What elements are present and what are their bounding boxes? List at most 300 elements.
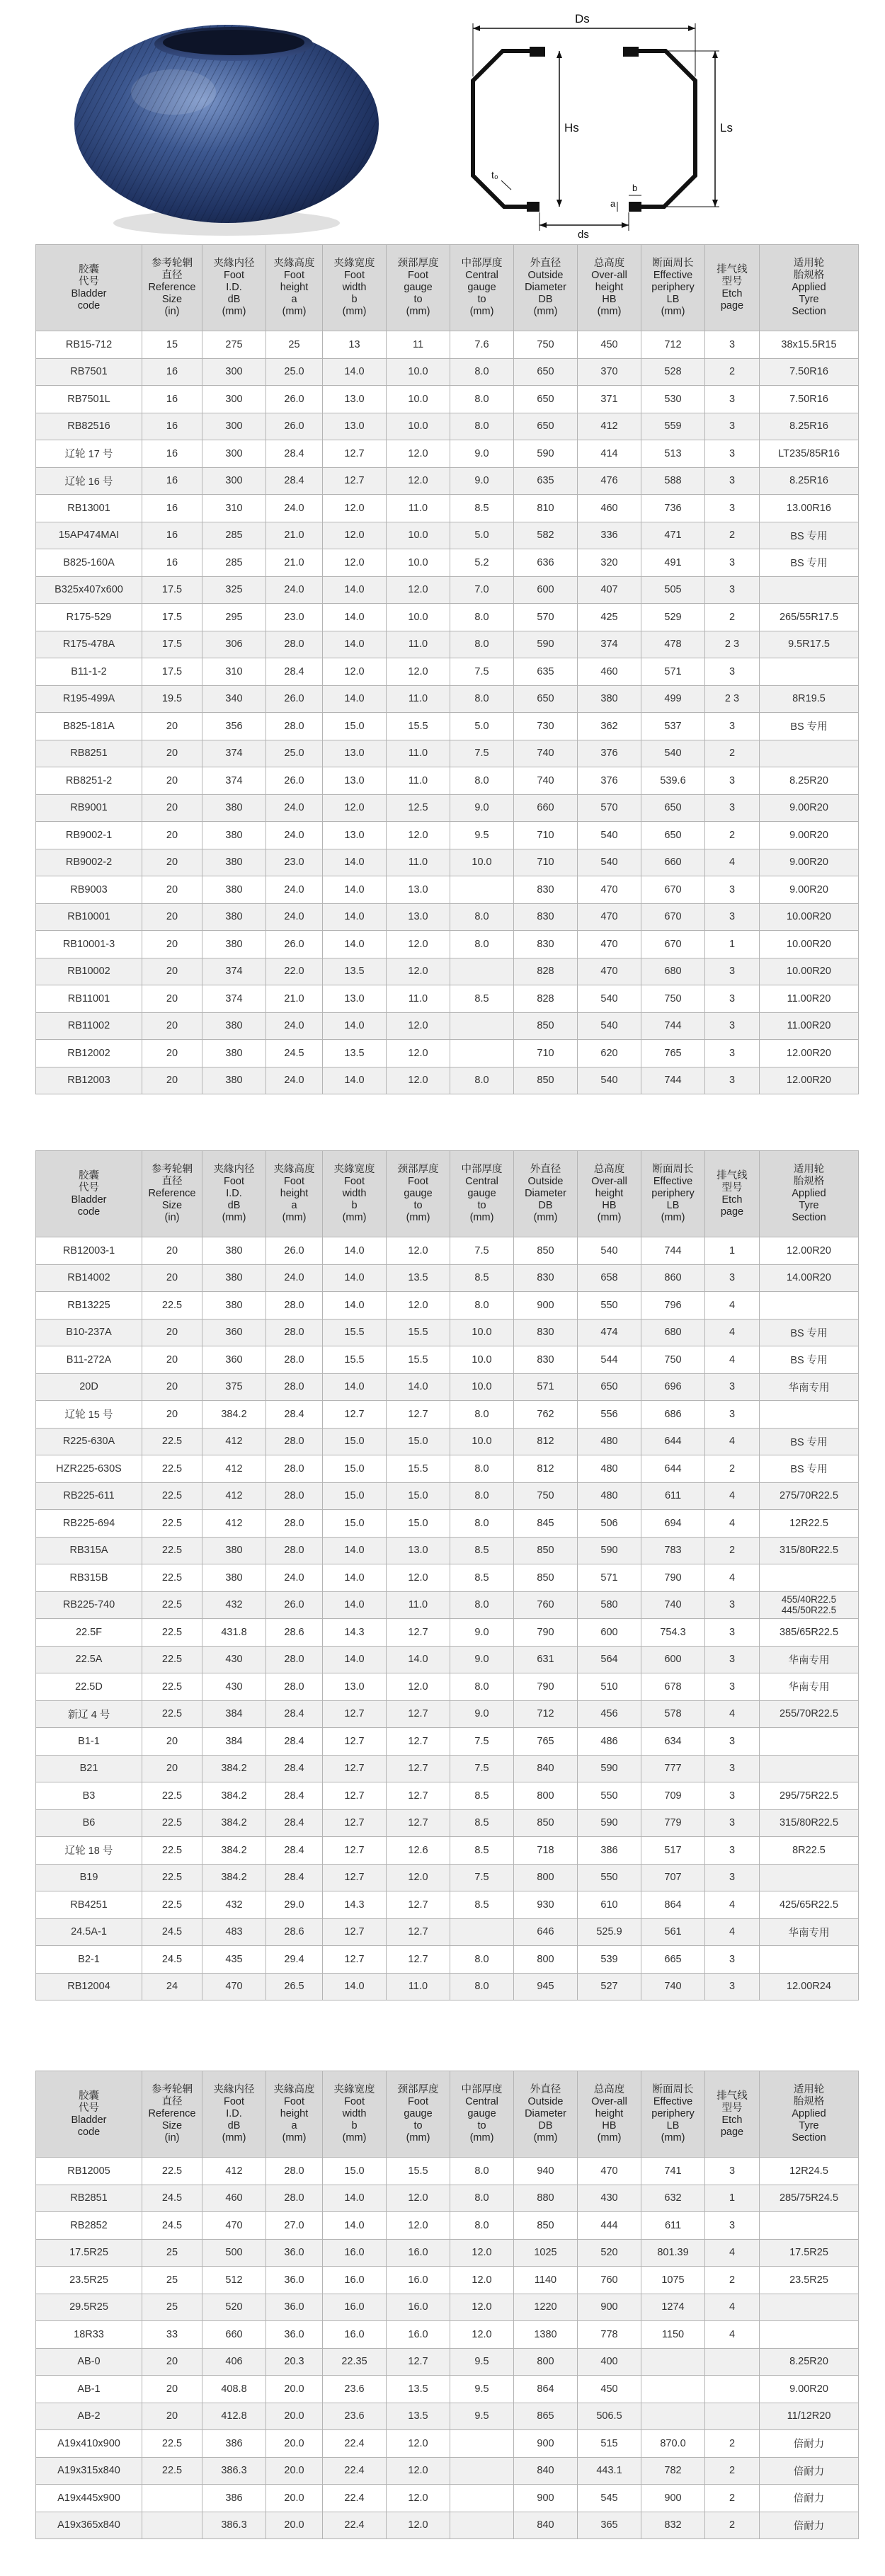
header-foot-gauge: 颈部厚度 Foot gauge to (mm) xyxy=(387,245,450,331)
cell-periphery: 736 xyxy=(641,495,705,522)
cell-periphery: 680 xyxy=(641,1319,705,1346)
cell-periphery: 540 xyxy=(641,740,705,767)
cell-code: B325x407x600 xyxy=(36,576,142,604)
cell-foot-width: 12.7 xyxy=(323,1782,387,1810)
cell-central-gauge: 7.5 xyxy=(450,1864,514,1891)
cell-overall-height: 444 xyxy=(578,2212,641,2240)
cell-central-gauge: 10.0 xyxy=(450,849,514,876)
table-row xyxy=(36,1591,859,1619)
cell-etch-page: 3 xyxy=(705,1837,760,1865)
cell-foot-height: 28.0 xyxy=(266,1646,323,1673)
table-row xyxy=(36,2158,859,2185)
cell-central-gauge: 8.0 xyxy=(450,1292,514,1320)
cell-outside-diameter: 571 xyxy=(514,1373,578,1401)
cell-foot-gauge: 12.0 xyxy=(387,1067,450,1094)
cell-foot-id: 295 xyxy=(202,604,266,631)
cell-foot-gauge: 12.7 xyxy=(387,1891,450,1919)
cell-central-gauge: 8.0 xyxy=(450,631,514,658)
cell-foot-width: 13.0 xyxy=(323,413,387,440)
cell-tyre-section: 11.00R20 xyxy=(760,985,859,1013)
cell-overall-height: 470 xyxy=(578,931,641,958)
cell-rim-size: 20 xyxy=(142,1067,202,1094)
cell-foot-width: 13.0 xyxy=(323,740,387,767)
cell-central-gauge: 8.0 xyxy=(450,386,514,413)
cell-foot-id: 412 xyxy=(202,2158,266,2185)
table-row xyxy=(36,1646,859,1673)
cell-rim-size: 20 xyxy=(142,822,202,849)
cell-outside-diameter: 790 xyxy=(514,1619,578,1647)
cell-rim-size: 22.5 xyxy=(142,2457,202,2485)
cell-central-gauge: 9.0 xyxy=(450,1646,514,1673)
cell-outside-diameter: 1025 xyxy=(514,2239,578,2267)
cell-code: RB225-740 xyxy=(36,1591,142,1619)
cell-foot-height: 28.0 xyxy=(266,1319,323,1346)
cell-foot-id: 520 xyxy=(202,2294,266,2321)
cell-foot-gauge: 12.0 xyxy=(387,2512,450,2539)
cell-overall-height: 376 xyxy=(578,740,641,767)
cell-overall-height: 515 xyxy=(578,2430,641,2458)
cell-foot-height: 26.0 xyxy=(266,1237,323,1265)
cell-tyre-section: 13.00R16 xyxy=(760,495,859,522)
cell-foot-height: 36.0 xyxy=(266,2294,323,2321)
cell-etch-page: 4 xyxy=(705,1482,760,1510)
cell-outside-diameter: 1220 xyxy=(514,2294,578,2321)
bladder-spec-table-2 xyxy=(35,1150,859,2000)
cell-periphery: 782 xyxy=(641,2457,705,2485)
cell-foot-height: 24.5 xyxy=(266,1040,323,1067)
cell-outside-diameter: 830 xyxy=(514,1346,578,1374)
cell-code: RB15-712 xyxy=(36,331,142,359)
cell-foot-id: 432 xyxy=(202,1891,266,1919)
cell-etch-page: 3 xyxy=(705,1946,760,1974)
cell-foot-id: 300 xyxy=(202,413,266,440)
cell-foot-id: 412 xyxy=(202,1510,266,1538)
cell-etch-page: 4 xyxy=(705,2239,760,2267)
table-row xyxy=(36,1264,859,1292)
cell-foot-id: 374 xyxy=(202,958,266,985)
cell-periphery: 578 xyxy=(641,1700,705,1728)
cell-foot-id: 460 xyxy=(202,2185,266,2212)
cell-foot-id: 431.8 xyxy=(202,1619,266,1647)
cell-outside-diameter: 631 xyxy=(514,1646,578,1673)
cell-foot-width: 12.0 xyxy=(323,658,387,686)
cell-foot-width: 15.5 xyxy=(323,1346,387,1374)
cell-etch-page: 3 xyxy=(705,1755,760,1782)
table-row xyxy=(36,576,859,604)
cell-rim-size: 22.5 xyxy=(142,1564,202,1592)
cell-overall-height: 580 xyxy=(578,1591,641,1619)
cell-foot-width: 14.0 xyxy=(323,685,387,713)
cell-rim-size: 20 xyxy=(142,1401,202,1429)
cell-etch-page: 3 xyxy=(705,576,760,604)
cell-foot-width: 14.0 xyxy=(323,1067,387,1094)
cell-code: RB9002-2 xyxy=(36,849,142,876)
cell-etch-page: 4 xyxy=(705,1292,760,1320)
cell-code: A19x315x840 xyxy=(36,2457,142,2485)
cell-foot-width: 13.0 xyxy=(323,985,387,1013)
bladder-spec-table-1 xyxy=(35,244,859,1094)
cell-periphery: 678 xyxy=(641,1673,705,1701)
cell-foot-id: 386 xyxy=(202,2430,266,2458)
cell-outside-diameter: 710 xyxy=(514,822,578,849)
cell-foot-id: 384.2 xyxy=(202,1782,266,1810)
cell-foot-gauge: 15.5 xyxy=(387,1455,450,1483)
cell-foot-width: 14.0 xyxy=(323,876,387,904)
cell-foot-height: 28.0 xyxy=(266,1510,323,1538)
table-row xyxy=(36,631,859,658)
cell-foot-height: 36.0 xyxy=(266,2239,323,2267)
cell-tyre-section xyxy=(760,1564,859,1592)
cell-tyre-section: 倍耐力 xyxy=(760,2457,859,2485)
cell-central-gauge: 8.0 xyxy=(450,1455,514,1483)
cell-outside-diameter: 840 xyxy=(514,2512,578,2539)
cell-outside-diameter: 650 xyxy=(514,685,578,713)
cell-foot-height: 28.4 xyxy=(266,1755,323,1782)
cell-foot-gauge: 12.0 xyxy=(387,2485,450,2512)
cell-central-gauge: 10.0 xyxy=(450,1373,514,1401)
cell-periphery: 670 xyxy=(641,876,705,904)
cell-foot-height: 29.4 xyxy=(266,1946,323,1974)
cell-tyre-section xyxy=(760,1292,859,1320)
cell-code: RB315B xyxy=(36,1564,142,1592)
cell-overall-height: 620 xyxy=(578,1040,641,1067)
cell-foot-id: 306 xyxy=(202,631,266,658)
cell-foot-gauge: 11.0 xyxy=(387,740,450,767)
cell-central-gauge: 8.5 xyxy=(450,1809,514,1837)
cell-foot-id: 300 xyxy=(202,467,266,495)
cell-rim-size: 17.5 xyxy=(142,604,202,631)
cell-foot-gauge: 10.0 xyxy=(387,549,450,577)
cell-code: B19 xyxy=(36,1864,142,1891)
cell-foot-id: 380 xyxy=(202,903,266,931)
table-row xyxy=(36,1455,859,1483)
cell-tyre-section: 倍耐力 xyxy=(760,2485,859,2512)
cell-foot-id: 384.2 xyxy=(202,1401,266,1429)
cell-central-gauge: 8.0 xyxy=(450,1510,514,1538)
cell-foot-gauge: 15.0 xyxy=(387,1482,450,1510)
cell-etch-page: 3 xyxy=(705,1809,760,1837)
cell-foot-height: 25.0 xyxy=(266,358,323,386)
cell-periphery: 777 xyxy=(641,1755,705,1782)
cell-foot-id: 325 xyxy=(202,576,266,604)
cell-periphery: 611 xyxy=(641,2212,705,2240)
cell-periphery: 1274 xyxy=(641,2294,705,2321)
cell-rim-size: 22.5 xyxy=(142,1809,202,1837)
cell-code: AB-1 xyxy=(36,2376,142,2403)
cell-tyre-section: BS 专用 xyxy=(760,1346,859,1374)
cell-periphery: 530 xyxy=(641,386,705,413)
cell-etch-page: 4 xyxy=(705,2321,760,2349)
cell-central-gauge: 8.0 xyxy=(450,767,514,795)
cell-rim-size: 20 xyxy=(142,1012,202,1040)
cell-rim-size: 17.5 xyxy=(142,658,202,686)
cell-etch-page: 2 xyxy=(705,740,760,767)
cell-rim-size: 22.5 xyxy=(142,2430,202,2458)
cell-outside-diameter: 830 xyxy=(514,931,578,958)
diagram-label-hs: Hs xyxy=(564,121,579,134)
cell-outside-diameter: 850 xyxy=(514,1537,578,1564)
cell-foot-gauge: 11.0 xyxy=(387,495,450,522)
cell-foot-width: 14.0 xyxy=(323,576,387,604)
cell-etch-page: 1 xyxy=(705,1237,760,1265)
cell-foot-width: 14.0 xyxy=(323,931,387,958)
cell-overall-height: 540 xyxy=(578,1012,641,1040)
cell-foot-gauge: 12.0 xyxy=(387,576,450,604)
cell-etch-page: 3 xyxy=(705,1728,760,1756)
cell-foot-width: 15.0 xyxy=(323,1428,387,1455)
header-central-gauge: 中部厚度 Central gauge to (mm) xyxy=(450,1151,514,1237)
cell-foot-height: 20.0 xyxy=(266,2512,323,2539)
cell-code: RB225-694 xyxy=(36,1510,142,1538)
cell-rim-size: 20 xyxy=(142,1264,202,1292)
cell-foot-height: 28.6 xyxy=(266,1918,323,1946)
cell-code: RB10001 xyxy=(36,903,142,931)
cell-periphery: 801.39 xyxy=(641,2239,705,2267)
cell-foot-id: 374 xyxy=(202,740,266,767)
cell-code: RB7501L xyxy=(36,386,142,413)
cell-tyre-section: 9.00R20 xyxy=(760,876,859,904)
table-row xyxy=(36,1728,859,1756)
cell-tyre-section: 10.00R20 xyxy=(760,903,859,931)
cell-foot-height: 25.0 xyxy=(266,740,323,767)
cell-foot-width: 12.7 xyxy=(323,1918,387,1946)
cell-tyre-section: 倍耐力 xyxy=(760,2430,859,2458)
cell-tyre-section: BS 专用 xyxy=(760,1455,859,1483)
cell-tyre-section: 华南专用 xyxy=(760,1673,859,1701)
cell-outside-diameter: 810 xyxy=(514,495,578,522)
cell-central-gauge: 8.0 xyxy=(450,931,514,958)
cell-etch-page: 2 xyxy=(705,604,760,631)
cell-foot-width: 12.0 xyxy=(323,794,387,822)
cell-foot-id: 380 xyxy=(202,1564,266,1592)
table-row xyxy=(36,1428,859,1455)
cell-foot-width: 12.7 xyxy=(323,1728,387,1756)
cell-periphery: 832 xyxy=(641,2512,705,2539)
diagram-label-b: b xyxy=(632,183,638,193)
cell-periphery: 611 xyxy=(641,1482,705,1510)
cell-tyre-section: 8.25R20 xyxy=(760,767,859,795)
cell-etch-page: 3 xyxy=(705,386,760,413)
table-row xyxy=(36,2294,859,2321)
cell-foot-gauge: 14.0 xyxy=(387,1373,450,1401)
cell-overall-height: 564 xyxy=(578,1646,641,1673)
cell-etch-page: 2 xyxy=(705,358,760,386)
cell-etch-page: 2 xyxy=(705,1455,760,1483)
cell-periphery: 491 xyxy=(641,549,705,577)
cell-rim-size: 17.5 xyxy=(142,576,202,604)
bladder-photo xyxy=(74,25,379,236)
cell-code: 辽轮 15 号 xyxy=(36,1401,142,1429)
diagram-label-ls: Ls xyxy=(720,121,733,134)
cell-foot-gauge: 13.5 xyxy=(387,2403,450,2430)
cell-foot-id: 275 xyxy=(202,331,266,359)
cell-periphery: 528 xyxy=(641,358,705,386)
cell-overall-height: 460 xyxy=(578,658,641,686)
cell-outside-diameter: 940 xyxy=(514,2158,578,2185)
cell-tyre-section: LT235/85R16 xyxy=(760,440,859,468)
cell-periphery: 1150 xyxy=(641,2321,705,2349)
table-row xyxy=(36,1809,859,1837)
table-row xyxy=(36,1346,859,1374)
cell-foot-gauge: 13.0 xyxy=(387,876,450,904)
cell-foot-gauge: 10.0 xyxy=(387,358,450,386)
cell-tyre-section xyxy=(760,1728,859,1756)
cell-tyre-section: 255/70R22.5 xyxy=(760,1700,859,1728)
cell-rim-size: 20 xyxy=(142,1728,202,1756)
cell-rim-size: 16 xyxy=(142,522,202,549)
cell-foot-id: 500 xyxy=(202,2239,266,2267)
cell-tyre-section: 315/80R22.5 xyxy=(760,1537,859,1564)
cell-periphery: 750 xyxy=(641,985,705,1013)
cell-foot-gauge: 14.0 xyxy=(387,1646,450,1673)
cell-central-gauge: 8.0 xyxy=(450,1673,514,1701)
cell-overall-height: 400 xyxy=(578,2348,641,2376)
cell-central-gauge: 7.5 xyxy=(450,658,514,686)
cell-etch-page: 3 xyxy=(705,1591,760,1619)
cell-rim-size: 16 xyxy=(142,386,202,413)
cell-tyre-section xyxy=(760,2321,859,2349)
header-outside-diameter: 外直径 Outside Diameter DB (mm) xyxy=(514,1151,578,1237)
header-foot-height: 夹緣高度 Foot height a (mm) xyxy=(266,1151,323,1237)
cell-rim-size: 20 xyxy=(142,767,202,795)
cell-foot-gauge: 12.0 xyxy=(387,467,450,495)
header-rim-size: 参考轮辋 直径 Reference Size (in) xyxy=(142,1151,202,1237)
cell-rim-size: 25 xyxy=(142,2239,202,2267)
cell-code: A19x410x900 xyxy=(36,2430,142,2458)
cell-overall-height: 545 xyxy=(578,2485,641,2512)
cell-rim-size: 20 xyxy=(142,740,202,767)
table-row xyxy=(36,1292,859,1320)
cell-foot-width: 12.0 xyxy=(323,549,387,577)
cell-outside-diameter: 850 xyxy=(514,1237,578,1265)
cell-rim-size: 22.5 xyxy=(142,1619,202,1647)
cell-overall-height: 778 xyxy=(578,2321,641,2349)
table-row xyxy=(36,549,859,577)
cell-foot-height: 28.0 xyxy=(266,1428,323,1455)
cell-tyre-section: 9.00R20 xyxy=(760,794,859,822)
table-row xyxy=(36,931,859,958)
cell-foot-gauge: 12.7 xyxy=(387,1619,450,1647)
cell-rim-size: 24.5 xyxy=(142,1918,202,1946)
dimension-diagram xyxy=(473,23,719,231)
cell-central-gauge: 8.0 xyxy=(450,1946,514,1974)
cell-foot-id: 408.8 xyxy=(202,2376,266,2403)
cell-etch-page: 4 xyxy=(705,1510,760,1538)
cell-etch-page: 2 xyxy=(705,2512,760,2539)
table-row xyxy=(36,794,859,822)
cell-code: 23.5R25 xyxy=(36,2267,142,2294)
table-row xyxy=(36,386,859,413)
cell-outside-diameter: 710 xyxy=(514,849,578,876)
table-row xyxy=(36,2376,859,2403)
cell-rim-size: 19.5 xyxy=(142,685,202,713)
cell-periphery: 670 xyxy=(641,903,705,931)
cell-overall-height: 540 xyxy=(578,822,641,849)
cell-rim-size: 20 xyxy=(142,1755,202,1782)
cell-etch-page: 3 xyxy=(705,331,760,359)
cell-code: RB82516 xyxy=(36,413,142,440)
cell-code: RB12004 xyxy=(36,1973,142,2000)
header-tyre-section: 适用轮 胎规格 Applied Tyre Section xyxy=(760,1151,859,1237)
cell-foot-height: 26.0 xyxy=(266,1591,323,1619)
cell-overall-height: 480 xyxy=(578,1482,641,1510)
cell-overall-height: 450 xyxy=(578,331,641,359)
table-row xyxy=(36,1864,859,1891)
cell-etch-page: 3 xyxy=(705,658,760,686)
cell-tyre-section: BS 专用 xyxy=(760,713,859,740)
table-row xyxy=(36,1482,859,1510)
cell-foot-gauge: 16.0 xyxy=(387,2294,450,2321)
cell-overall-height: 760 xyxy=(578,2267,641,2294)
cell-foot-id: 470 xyxy=(202,1973,266,2000)
cell-foot-gauge: 12.7 xyxy=(387,1809,450,1837)
cell-outside-diameter: 740 xyxy=(514,767,578,795)
cell-rim-size: 22.5 xyxy=(142,1673,202,1701)
cell-foot-gauge: 12.7 xyxy=(387,2348,450,2376)
cell-code: B11-1-2 xyxy=(36,658,142,686)
cell-outside-diameter: 800 xyxy=(514,1864,578,1891)
cell-foot-height: 28.0 xyxy=(266,1455,323,1483)
cell-tyre-section: 9.00R20 xyxy=(760,822,859,849)
header-etch-page: 排气线 型号 Etch page xyxy=(705,245,760,331)
cell-overall-height: 470 xyxy=(578,958,641,985)
cell-tyre-section: 8.25R16 xyxy=(760,413,859,440)
cell-foot-gauge: 12.7 xyxy=(387,1782,450,1810)
cell-outside-diameter: 900 xyxy=(514,1292,578,1320)
cell-rim-size: 20 xyxy=(142,876,202,904)
cell-periphery: 860 xyxy=(641,1264,705,1292)
cell-outside-diameter: 800 xyxy=(514,1946,578,1974)
cell-outside-diameter: 762 xyxy=(514,1401,578,1429)
cell-outside-diameter: 650 xyxy=(514,386,578,413)
cell-overall-height: 407 xyxy=(578,576,641,604)
cell-code: RB8251-2 xyxy=(36,767,142,795)
cell-code: 辽轮 16 号 xyxy=(36,467,142,495)
cell-etch-page xyxy=(705,2403,760,2430)
cell-code: R175-478A xyxy=(36,631,142,658)
cell-outside-diameter: 880 xyxy=(514,2185,578,2212)
cell-foot-height: 21.0 xyxy=(266,549,323,577)
table-row xyxy=(36,685,859,713)
cell-foot-width: 22.4 xyxy=(323,2430,387,2458)
cell-periphery: 529 xyxy=(641,604,705,631)
cell-etch-page: 3 xyxy=(705,794,760,822)
cell-etch-page: 2 xyxy=(705,822,760,849)
cell-foot-id: 384.2 xyxy=(202,1755,266,1782)
table-row xyxy=(36,467,859,495)
cell-foot-id: 412 xyxy=(202,1428,266,1455)
cell-foot-gauge: 12.5 xyxy=(387,794,450,822)
cell-tyre-section: 9.00R20 xyxy=(760,849,859,876)
cell-central-gauge: 9.5 xyxy=(450,2348,514,2376)
header-overall-height: 总高度 Over-all height HB (mm) xyxy=(578,2071,641,2158)
cell-foot-width: 12.7 xyxy=(323,1864,387,1891)
table-row xyxy=(36,2457,859,2485)
cell-code: RB4251 xyxy=(36,1891,142,1919)
table-row xyxy=(36,876,859,904)
cell-foot-height: 28.0 xyxy=(266,1482,323,1510)
header-tyre-section: 适用轮 胎规格 Applied Tyre Section xyxy=(760,245,859,331)
cell-etch-page: 2 xyxy=(705,522,760,549)
cell-foot-height: 28.4 xyxy=(266,1401,323,1429)
cell-outside-diameter: 650 xyxy=(514,358,578,386)
cell-foot-gauge: 12.0 xyxy=(387,958,450,985)
cell-periphery xyxy=(641,2376,705,2403)
cell-central-gauge: 12.0 xyxy=(450,2321,514,2349)
table-row xyxy=(36,1837,859,1865)
cell-overall-height: 486 xyxy=(578,1728,641,1756)
cell-overall-height: 571 xyxy=(578,1564,641,1592)
